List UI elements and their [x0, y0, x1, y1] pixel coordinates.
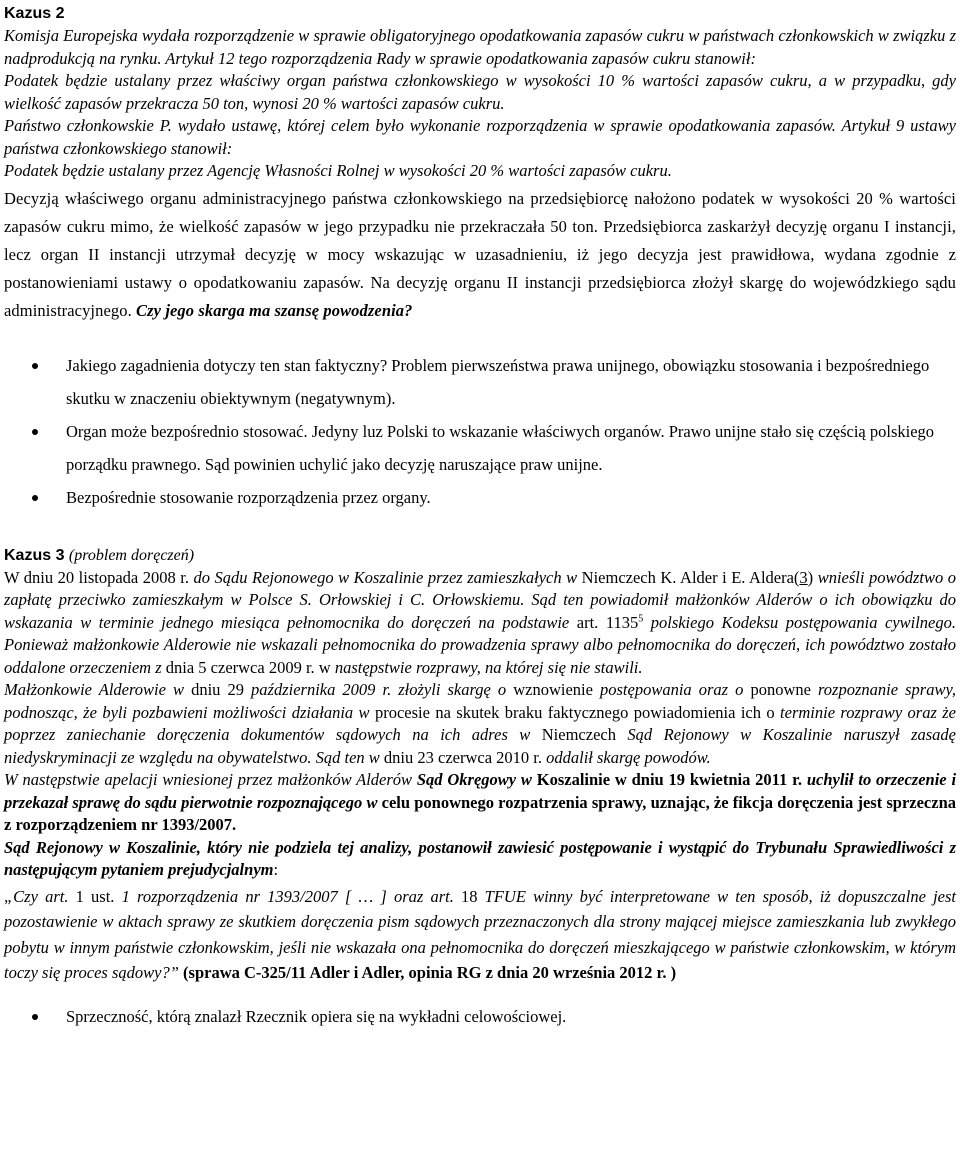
case-2-intro: Komisja Europejska wydała rozporządzenie w sprawie obligatoryjnego opodatkowania zapasów cukru w państwach członkowskich w związku z nadprodukcją na rynku. Artykuł 12 tego rozporządzenia Rady w sprawie opodatkowania zapasów cukru stanowił: [4, 26, 956, 68]
text-span: ponowne [750, 680, 818, 699]
text-span: do Sądu Rejonowego w Koszalinie przez zamieszkałych w [193, 567, 582, 587]
case-3-heading [4, 542, 956, 567]
case-2-question: Czy jego skarga ma szansę powodzenia? [136, 300, 413, 320]
case-3-paragraph-1 [4, 567, 956, 680]
member-state-statute: Państwo członkowskie P. wydało ustawę, której celem było wykonanie rozporządzenia w sprawie opodatkowania zapasów. Artykuł 9 ustawy państwa członkowskiego stanowił: [4, 116, 956, 158]
footnote-ref[interactable]: 3 [799, 567, 808, 587]
text-span: Małżonkowie Alderowie w [4, 680, 192, 699]
case-3-paragraph-2 [4, 679, 956, 769]
text-span: uchylił to orzeczenie i przekazał sprawę do sądu pierwotnie rozpoznającego w [4, 770, 957, 812]
court-name: Sąd Okręgowy w [416, 770, 537, 789]
case-2-title: Kazus 2 [4, 5, 65, 22]
text-span: polskiego Kodeksu postępowania cywilnego. Ponieważ małżonkowie Alderowie nie wskazali pełnomocnika do prowadzenia sprawy albo pełnomocnika do doręczeń, ich powództwo zostało oddalone orzeczeniem z [4, 612, 957, 677]
text-span: października 2009 r. złożyli skargę o [251, 680, 514, 699]
answer-text: Organ może bezpośrednio stosować. Jedyny luz Polski to wskazanie właściwych organów. Prawo unijne stało się częścią polskiego porządku prawnego. Sąd powinien uchylić jako decyzję naruszające praw unijne. [66, 421, 935, 474]
date-text: dnia 5 czerwca 2009 r. w [165, 657, 335, 677]
text-span: Niemczech K. Alder i E. Aldera( [581, 567, 800, 587]
bullet-icon [32, 429, 38, 435]
answer-text: Sprzeczność, którą znalazł Rzecznik opiera się na wykładni celowościowej. [66, 1006, 567, 1026]
text-span: TFUE winny być interpretowane w ten sposób, iż dopuszczalne jest pozostawienie w aktach sprawy ze skutkiem doręczenia pism sądowych przeznaczonych dla strony mającej miejsce zamieszkania lub zwykłego pobytu w innym państwie członkowskim, jeśli nie wskazała ona pełnomocnika do doręczeń mieszkającego w państwie członkowskim, w którym toczy się proces sądowy?” [4, 886, 956, 982]
text-span: 1 ust. [75, 886, 122, 906]
text-span: 1 rozporządzenia nr 1393/2007 [ … ] oraz art. [121, 886, 461, 906]
text-span: Sąd Rejonowy w Koszalinie naruszył zasadę niedyskryminacji ze względu na obywatelstwo. Sąd ten w [4, 725, 956, 767]
bullet-icon [32, 363, 38, 369]
list-item [4, 415, 956, 481]
preliminary-question [4, 884, 956, 986]
case-2-answers [4, 349, 956, 514]
answer-text: Bezpośrednie stosowanie rozporządzenia przez organy. [66, 487, 431, 507]
date-text: W dniu 20 listopada 2008 r. [4, 567, 194, 587]
text-span: Koszalinie w dniu 19 kwietnia 2011 r. [536, 770, 807, 789]
case-3-paragraph-4 [4, 837, 956, 882]
text-span: Niemczech [541, 725, 628, 744]
text-span: postępowania oraz o [600, 680, 751, 699]
text-span: ) [807, 567, 818, 587]
case-reference: (sprawa C-325/11 Adler i Adler, opinia RG z dnia 20 września 2012 r. ) [183, 963, 677, 982]
list-item [4, 349, 956, 415]
text-span: rozpoznanie sprawy, podnosząc, że byli pozbawieni możliwości działania w [4, 680, 956, 722]
answer-text: Jakiego zagadnienia dotyczy ten stan faktyczny? Problem pierwszeństwa prawa unijnego, obowiązku stosowania i bezpośredniego skutku w znaczeniu obiektywnym (negatywnym). [66, 355, 930, 408]
date-text: dniu 23 czerwca 2010 r. [383, 747, 547, 767]
text-span: 18 [461, 886, 485, 906]
list-item [4, 1000, 956, 1033]
facts-text: Decyzją właściwego organu administracyjnego państwa członkowskiego na przedsiębiorcę nałożono podatek w wysokości 20 % wartości zapasów cukru mimo, że wielkość zapasów w jego przypadku nie przekraczała 50 ton. Przedsiębiorca zaskarżył decyzję organu I instancji, lecz organ II instancji utrzymał decyzję w mocy wskazując w uzasadnieniu, iż jego decyzja jest prawidłowa, wydana zgodnie z postanowieniami ustawy o opodatkowaniu zapasów. Na decyzję organu II instancji przedsiębiorca złożył skargę do wojewódzkiego sądu administracyjnego. [4, 188, 956, 320]
text-span: celu ponownego rozpatrzenia sprawy, uznając, że fikcja doręczenia jest sprzeczna z rozporządzeniem nr 1393/2007. [4, 792, 957, 834]
case-3-answers [4, 1000, 956, 1033]
bullet-icon [32, 495, 38, 501]
case-3-title: Kazus 3 [4, 546, 65, 564]
article-ref: art. 1135 [576, 612, 639, 632]
bullet-icon [32, 1014, 38, 1020]
text-span: „Czy art. [4, 886, 76, 906]
text-span: procesie na skutek braku faktycznego powiadomienia ich o [374, 702, 781, 722]
case-3-paragraph-3 [4, 769, 956, 837]
text-span: następstwie rozprawy, na której się nie stawili. [334, 657, 643, 677]
list-item [4, 481, 956, 514]
text-span: : [273, 860, 279, 879]
statute-quote: Podatek będzie ustalany przez Agencję Własności Rolnej w wysokości 20 % wartości zapasów cukru. [4, 161, 672, 180]
text-span: wnieśli powództwo o zapłatę przeciwko zamieszkałym w Polsce S. Orłowskiej i C. Orłowskiemu. Sąd ten powiadomił małżonków Alderów o ich obowiązku do wskazania w terminie jednego miesiąca pełnomocnika do doręczeń na podstawie [4, 567, 956, 632]
text-span: oddalił skargę powodów. [546, 747, 711, 767]
regulation-quote: Podatek będzie ustalany przez właściwy organ państwa członkowskiego w wysokości 10 % wartości zapasów cukru, a w przypadku, gdy wielkość zapasów przekracza 50 ton, wynosi 20 % wartości zapasów cukru. [4, 71, 956, 113]
text-span: terminie rozprawy oraz że poprzez zaniechanie doręczenia dokumentów sądowych na ich adres w [4, 702, 957, 744]
case-2-facts [4, 185, 956, 325]
text-span: wznowienie [513, 680, 600, 699]
text-span: W następstwie apelacji wniesionej przez małżonków Alderów [4, 770, 417, 789]
article-superscript: 5 [638, 613, 644, 624]
date-text: dniu 29 [191, 680, 252, 699]
text-span: Sąd Rejonowy w Koszalinie, który nie podziela tej analizy, postanowił zawiesić postępowanie i wystąpić do Trybunału Sprawiedliwości z następującym pytaniem prejudycjalnym [4, 837, 956, 879]
case-3-subtitle: (problem doręczeń) [68, 546, 195, 564]
document-page [4, 0, 956, 1033]
